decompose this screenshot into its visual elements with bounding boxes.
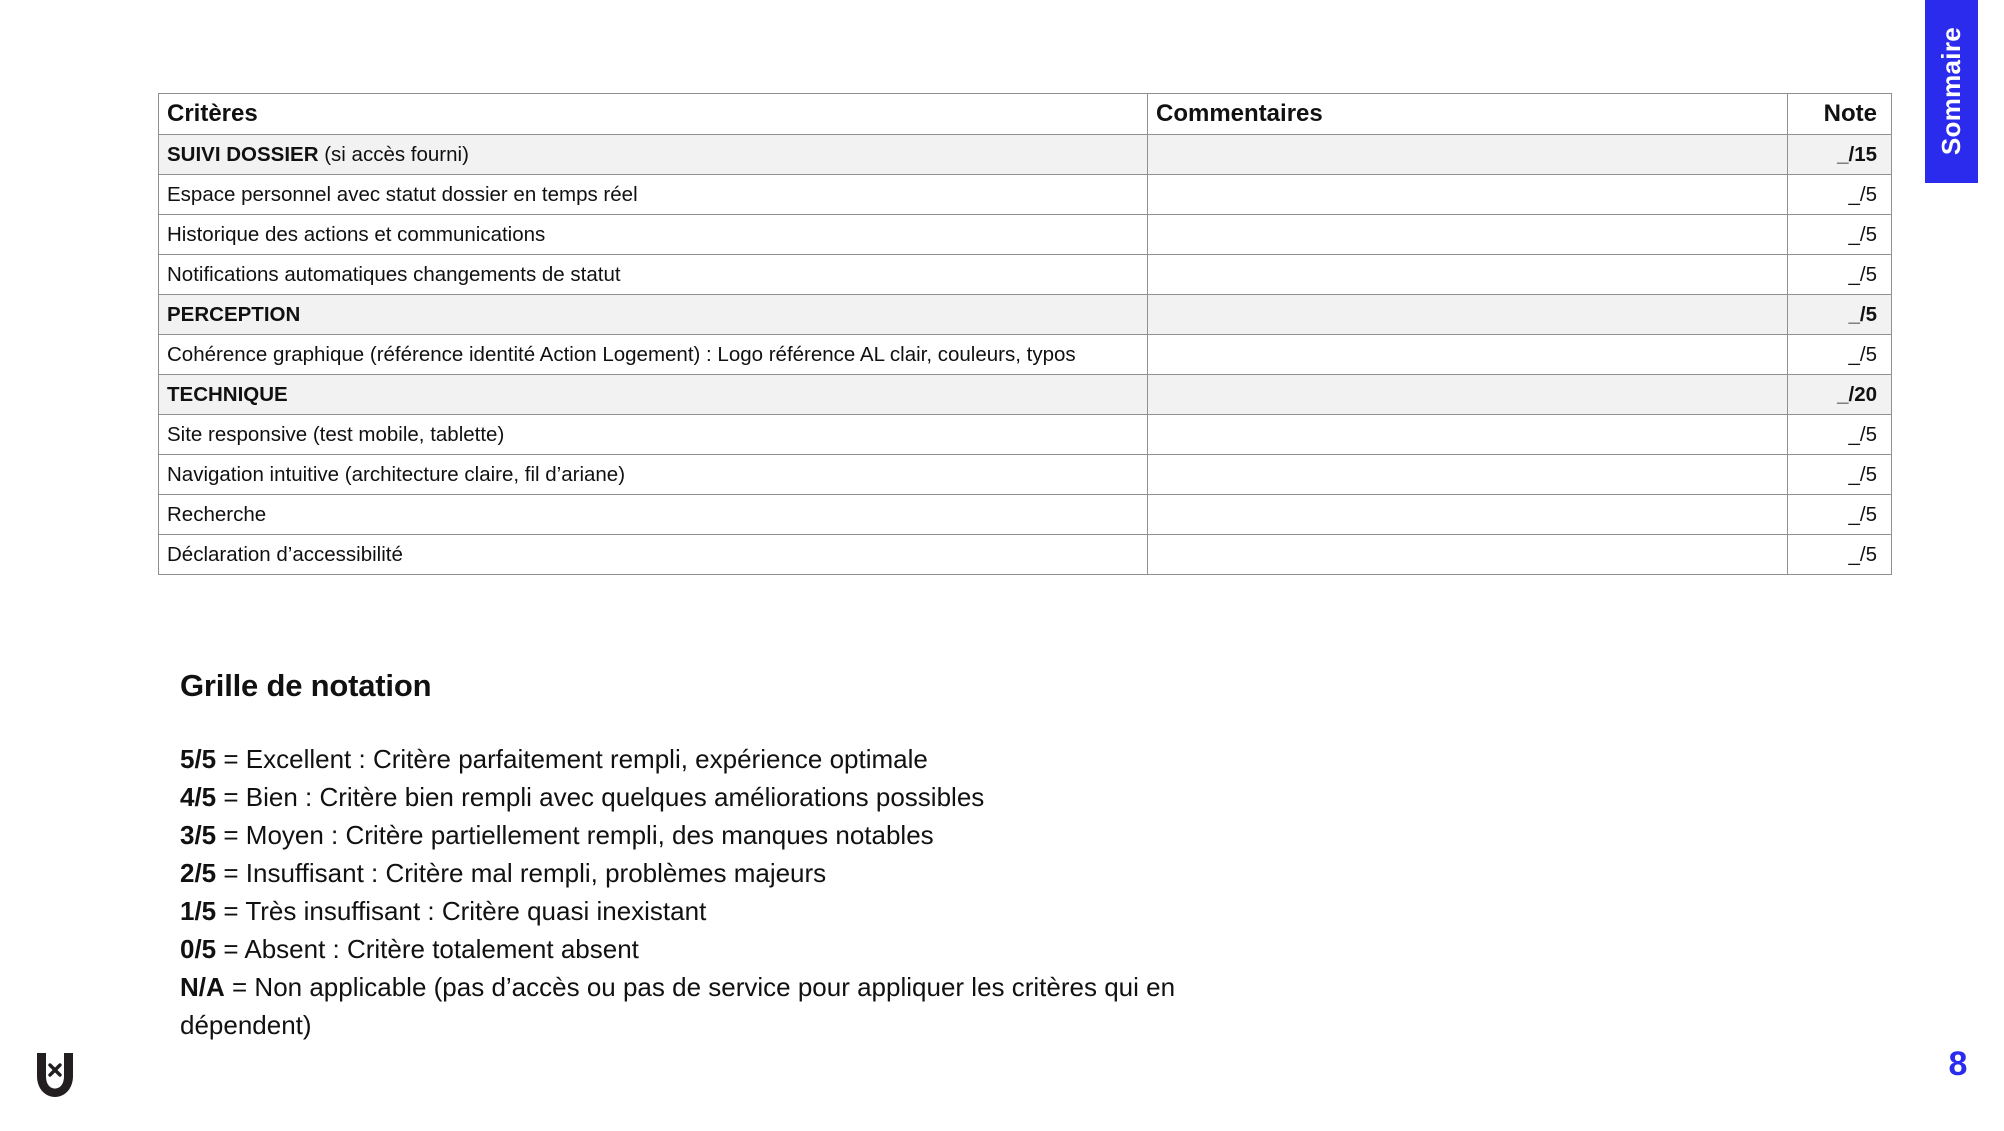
scoring-scale-line <box>180 930 1280 968</box>
table-cell-commentaire[interactable] <box>1148 375 1788 415</box>
section-title: PERCEPTION <box>167 302 301 326</box>
table-cell-commentaire[interactable] <box>1148 215 1788 255</box>
scoring-scale-description: = Excellent : Critère parfaitement rempli, expérience optimale <box>216 744 928 774</box>
table-cell-note[interactable]: _/5 <box>1788 255 1892 295</box>
scoring-scale-line <box>180 740 1280 778</box>
scoring-scale-description: = Bien : Critère bien rempli avec quelques améliorations possibles <box>216 782 985 812</box>
column-header-note: Note <box>1788 94 1892 135</box>
table-row <box>159 295 1892 335</box>
table-cell-note[interactable]: _/5 <box>1788 535 1892 575</box>
table-cell-criteres: Cohérence graphique (référence identité Action Logement) : Logo référence AL clair, couleurs, typos <box>159 335 1148 375</box>
grille-de-notation-title: Grille de notation <box>180 668 432 703</box>
table-row <box>159 135 1892 175</box>
table-row <box>159 495 1892 535</box>
table-cell-criteres: Notifications automatiques changements de statut <box>159 255 1148 295</box>
table-cell-commentaire[interactable] <box>1148 495 1788 535</box>
scoring-scale-line <box>180 816 1280 854</box>
table-cell-note[interactable]: _/5 <box>1788 295 1892 335</box>
scoring-scale-score: 4/5 <box>180 782 217 812</box>
table-cell-criteres <box>159 135 1148 175</box>
section-title: TECHNIQUE <box>167 382 288 406</box>
table-row <box>159 455 1892 495</box>
scoring-scale-description: = Insuffisant : Critère mal rempli, problèmes majeurs <box>216 858 827 888</box>
table-cell-commentaire[interactable] <box>1148 455 1788 495</box>
scoring-scale-score: 5/5 <box>180 744 217 774</box>
column-header-commentaires: Commentaires <box>1148 94 1788 135</box>
scoring-scale-list <box>180 740 1280 1044</box>
table-cell-note[interactable]: _/15 <box>1788 135 1892 175</box>
scoring-scale-score: 2/5 <box>180 858 217 888</box>
table-cell-commentaire[interactable] <box>1148 295 1788 335</box>
table-cell-criteres <box>159 375 1148 415</box>
table-cell-criteres: Navigation intuitive (architecture claire, fil d’ariane) <box>159 455 1148 495</box>
table-row <box>159 415 1892 455</box>
table-cell-note[interactable]: _/5 <box>1788 215 1892 255</box>
scoring-scale-line <box>180 968 1280 1044</box>
page-number: 8 <box>1948 1045 1968 1083</box>
scoring-scale-description: = Moyen : Critère partiellement rempli, des manques notables <box>216 820 934 850</box>
table-cell-commentaire[interactable] <box>1148 335 1788 375</box>
table-cell-criteres: Site responsive (test mobile, tablette) <box>159 415 1148 455</box>
table-cell-criteres: Espace personnel avec statut dossier en temps réel <box>159 175 1148 215</box>
scoring-scale-description: = Très insuffisant : Critère quasi inexistant <box>216 896 707 926</box>
table-row <box>159 375 1892 415</box>
table-cell-note[interactable]: _/5 <box>1788 175 1892 215</box>
scoring-scale-line <box>180 778 1280 816</box>
section-title: SUIVI DOSSIER <box>167 142 319 166</box>
grille-de-notation-section <box>180 668 1280 1044</box>
table-cell-criteres: Historique des actions et communications <box>159 215 1148 255</box>
table-cell-note[interactable]: _/5 <box>1788 415 1892 455</box>
table-row <box>159 175 1892 215</box>
sommaire-tab[interactable] <box>1925 0 1978 183</box>
table-row <box>159 255 1892 295</box>
table-cell-criteres <box>159 295 1148 335</box>
table-cell-commentaire[interactable] <box>1148 535 1788 575</box>
table-cell-note[interactable]: _/5 <box>1788 335 1892 375</box>
scoring-scale-description: = Absent : Critère totalement absent <box>216 934 639 964</box>
table-row <box>159 535 1892 575</box>
scoring-scale-line <box>180 854 1280 892</box>
table-cell-note[interactable]: _/5 <box>1788 495 1892 535</box>
table-cell-note[interactable]: _/20 <box>1788 375 1892 415</box>
scoring-scale-score: N/A <box>180 972 225 1002</box>
table-body <box>159 135 1892 575</box>
table-cell-criteres: Recherche <box>159 495 1148 535</box>
table-row <box>159 215 1892 255</box>
table-row <box>159 335 1892 375</box>
evaluation-criteria-table <box>158 93 1892 575</box>
table-cell-commentaire[interactable] <box>1148 255 1788 295</box>
table-cell-criteres: Déclaration d’accessibilité <box>159 535 1148 575</box>
table-cell-commentaire[interactable] <box>1148 175 1788 215</box>
section-subtitle: (si accès fourni) <box>318 142 469 166</box>
column-header-criteres: Critères <box>159 94 1148 135</box>
scoring-scale-description: = Non applicable (pas d’accès ou pas de service pour appliquer les critères qui en dépendent) <box>180 972 1176 1040</box>
u-cross-logo-icon <box>24 1043 86 1105</box>
scoring-scale-score: 3/5 <box>180 820 217 850</box>
scoring-scale-score: 0/5 <box>180 934 217 964</box>
scoring-scale-line <box>180 892 1280 930</box>
table-cell-commentaire[interactable] <box>1148 135 1788 175</box>
sommaire-tab-label: Sommaire <box>1936 27 1966 156</box>
table-cell-commentaire[interactable] <box>1148 415 1788 455</box>
table-header <box>159 94 1892 135</box>
table-header-row <box>159 94 1892 135</box>
table-cell-note[interactable]: _/5 <box>1788 455 1892 495</box>
scoring-scale-score: 1/5 <box>180 896 217 926</box>
